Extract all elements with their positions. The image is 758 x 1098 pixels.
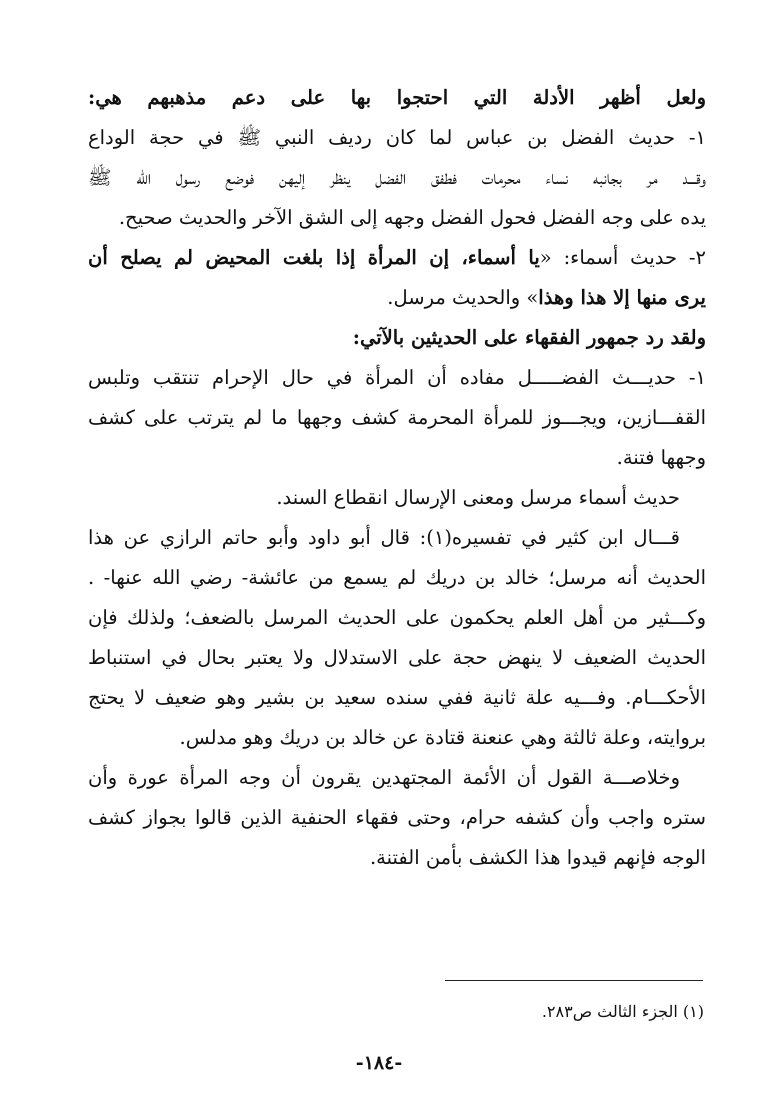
hadith-suffix: » والحديث مرسل. — [387, 286, 539, 309]
paragraph-line: ستره واجب وأن كشفه حرام، وحتى فقهاء الحنفية الذين قالوا بجواز كشف — [88, 806, 706, 829]
paragraph-line: الحديث أنه مرسل؛ خالد بن دريك لم يسمع من عائشة- رضي الله عنها- . — [88, 566, 706, 589]
heading-response: ولقد رد جمهور الفقهاء على الحديثين بالآتي: — [352, 326, 706, 349]
heading-evidence: ولعل أظهر الأدلة التي احتجوا بها على دعم مذهبهم هي: — [88, 86, 706, 109]
paragraph-line: القفـــازين، ويجـــوز للمرأة المحرمة كشف وجهها ما لم يترتب على كشف — [88, 406, 706, 429]
paragraph-line: ١- حديـــث الفضـــــل مفاده أن المرأة في حال الإحرام تنتقب وتلبس — [88, 366, 706, 389]
page-body — [88, 78, 706, 878]
paragraph-line: الأحكـــام. وفـــيه علة ثانية ففي سنده سعيد بن بشير وهو ضعيف لا يحتج — [88, 686, 706, 709]
paragraph-line: وجهها فتنة. — [616, 446, 706, 469]
paragraph-line: الحديث الضعيف لا ينهض حجة على الاستدلال ولا يعتبر بحال في استنباط — [88, 646, 706, 669]
paragraph-line: وكـــثير من أهل العلم يحكمون على الحديث المرسل بالضعف؛ ولذلك فإن — [88, 606, 706, 629]
paragraph-line: يده على وجه الفضل فحول الفضل وجهه إلى الشق الآخر والحديث صحيح. — [118, 206, 706, 229]
hadith-asma-line-1 — [88, 238, 706, 278]
paragraph-line: بروايته، وعلة ثالثة وهي عنعنة قتادة عن خالد بن دريك وهو مدلس. — [179, 726, 706, 749]
paragraph-line: قـــال ابن كثير في تفسيره(١): قال أبو داود وأبو حاتم الرازي عن هذا — [88, 526, 680, 549]
paragraph-line: وقـــد مر بجانبه نساء محرمات فطفق الفضل ينظر إليهن فوضع رسول الله ﷺ — [88, 166, 706, 189]
paragraph-line: وخلاصـــة القول أن الأئمة المجتهدين يقرون أن وجه المرأة عورة وأن — [88, 766, 680, 789]
footnote-divider — [445, 980, 703, 981]
paragraph-line: الوجه فإنهم قيدوا هذا الكشف بأمن الفتنة. — [369, 846, 706, 869]
hadith-prefix: ٢- حديث أسماء: « — [539, 246, 706, 269]
hadith-asma-line-2 — [88, 278, 706, 318]
footnote: (١) الجزء الثالث ص٢٨٣. — [541, 1002, 704, 1021]
paragraph-line: حديث أسماء مرسل ومعنى الإرسال انقطاع السند. — [276, 486, 680, 509]
hadith-quote: يا أسماء، إن المرأة إذا بلغت المحيض لم يصلح أن — [88, 246, 540, 269]
page-number: -١٨٤- — [355, 1052, 403, 1074]
hadith-quote: يرى منها إلا هذا وهذا — [538, 286, 706, 309]
paragraph-line: ١- حديث الفضل بن عباس لما كان رديف النبي ﷺ في حجة الوداع — [88, 126, 706, 149]
